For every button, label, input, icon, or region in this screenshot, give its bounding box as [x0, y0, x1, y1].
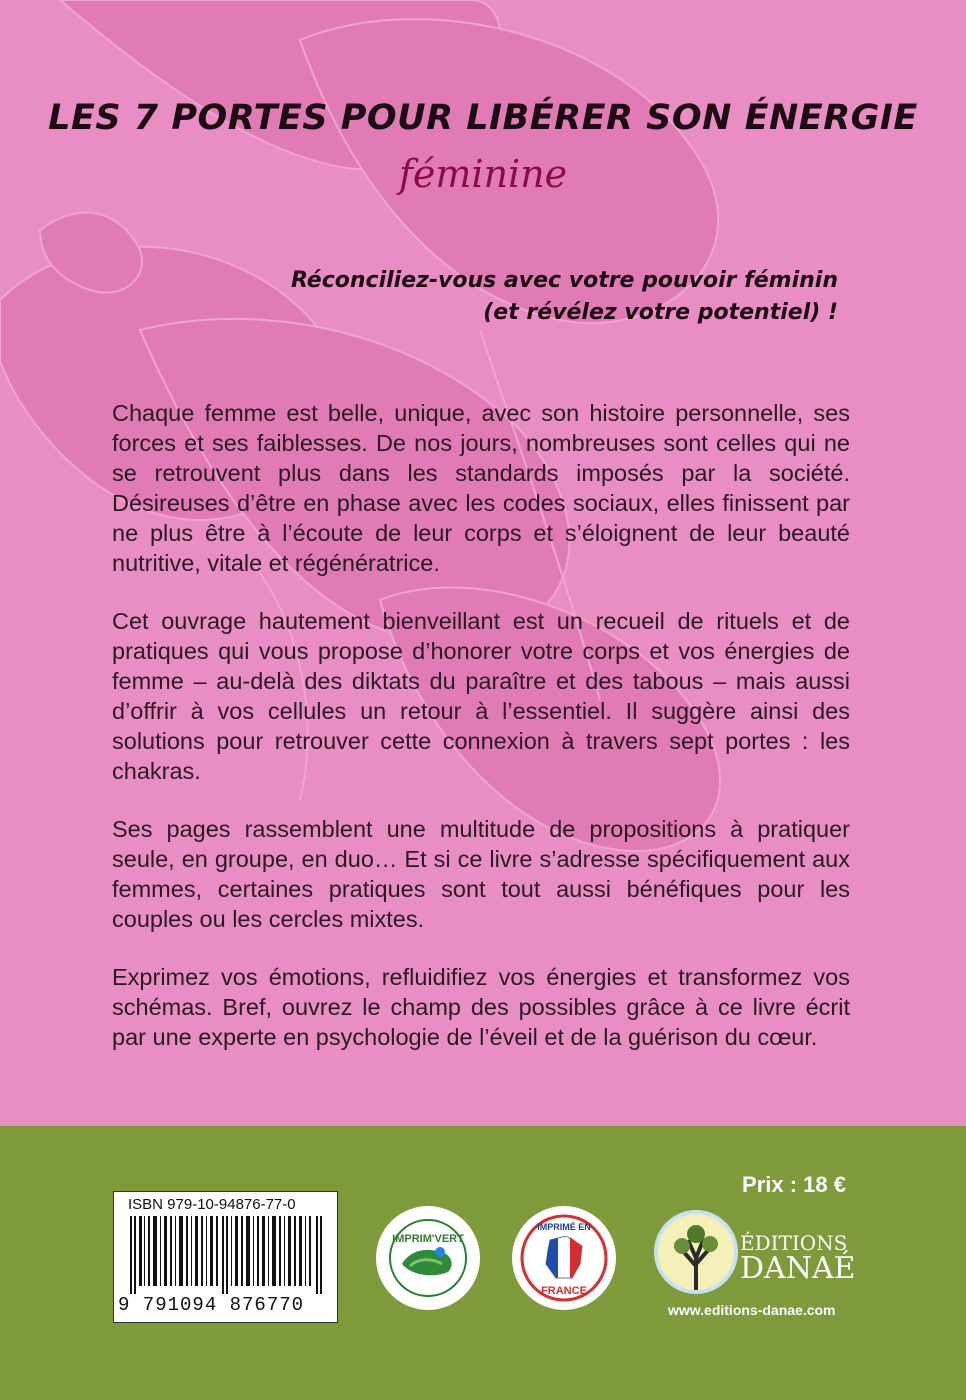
france-text: FRANCE — [541, 1285, 587, 1297]
barcode-bars — [130, 1216, 322, 1294]
publisher-name — [740, 1232, 856, 1284]
barcode-digits: 9 791094 876770 — [118, 1294, 305, 1316]
imprime-en-france-logo — [512, 1206, 616, 1310]
tagline — [218, 265, 838, 329]
price-label: Prix : 18 € — [742, 1172, 846, 1197]
publisher-line-2: DANAÉ — [740, 1251, 856, 1286]
blurb-paragraph-2: Cet ouvrage hautement bienveillant est un recueil de rituels et de pratiques qui vous propose d’honorer votre corps et vos énergies de femme – au-delà des diktats du paraître et des tabous – mais aussi d’offrir à vos cellules un retour à l’essentiel. Il suggère ainsi des solutions pour retrouver cette connexion à travers sept portes : les chakras. — [112, 608, 850, 784]
book-title: LES 7 PORTES POUR LIBÉRER SON ÉNERGIE — [48, 98, 918, 138]
imprim-vert-logo — [376, 1206, 480, 1310]
tagline-line-2: (et révélez votre potentiel) ! — [483, 300, 838, 325]
tagline-line-1: Réconciliez-vous avec votre pouvoir féminin — [290, 268, 838, 293]
blurb-paragraph-1: Chaque femme est belle, unique, avec son histoire personnelle, ses forces et ses faiblesses. De nos jours, nombreuses sont celles qui ne se retrouvent plus dans les standards imposés par la société. Désireuses d’être en phase avec les codes sociaux, elles finissent par ne plus être à l’écoute de leur corps et s’éloignent de leur beauté nutritive, vitale et régénératrice. — [112, 400, 850, 576]
isbn-text: ISBN 979-10-94876-77-0 — [128, 1196, 296, 1213]
book-subtitle: féminine — [398, 152, 568, 196]
publisher-line-1: ÉDITIONS — [740, 1231, 848, 1255]
imprim-vert-text: IMPRIM'VERT — [392, 1233, 464, 1245]
publisher-website: www.editions-danae.com — [668, 1302, 836, 1318]
blurb — [112, 398, 850, 1080]
imprime-en-text: IMPRIMÉ EN — [537, 1222, 591, 1232]
isbn-barcode — [113, 1191, 338, 1323]
blurb-paragraph-4: Exprimez vos émotions, refluidifiez vos énergies et transformez vos schémas. Bref, ouvrez le champ des possibles grâce à ce livre écrit par une experte en psychologie de l’éveil et de la guérison du cœur. — [112, 964, 850, 1050]
blurb-paragraph-3: Ses pages rassemblent une multitude de propositions à pratiquer seule, en groupe, en duo… Et si ce livre s’adresse spécifiquement aux femmes, certaines pratiques sont tout aussi bénéfiques pour les couples ou les cercles mixtes. — [112, 816, 850, 932]
